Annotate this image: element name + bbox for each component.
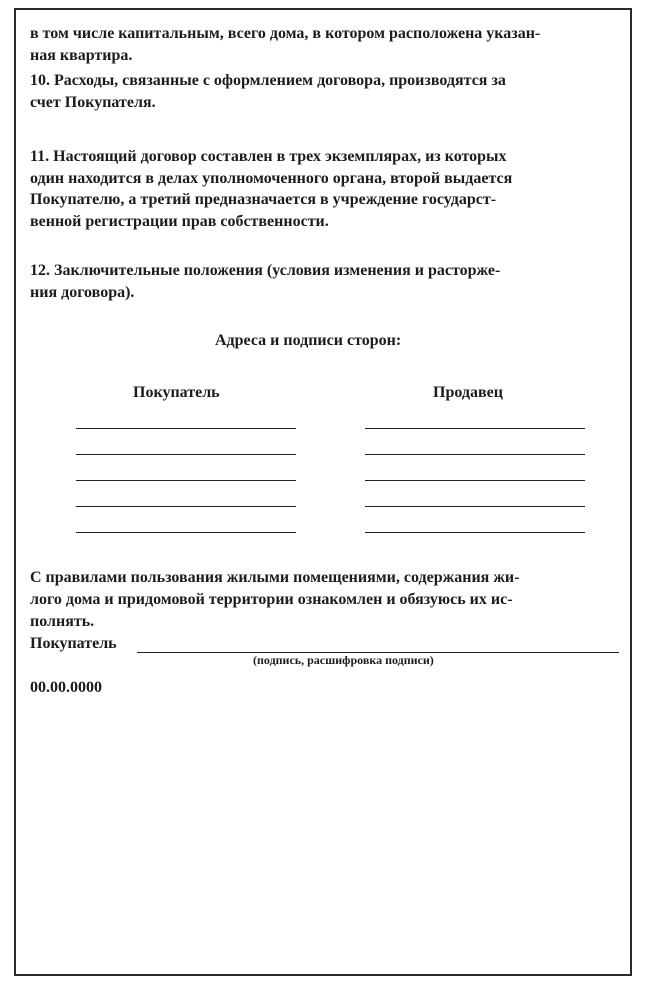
- signatures-heading: Адреса и подписи сторон:: [215, 332, 402, 349]
- clause-9-line-2: ная квартира.: [30, 47, 133, 64]
- clause-11-line-2: один находится в делах уполномоченного органа, второй выдается: [30, 170, 513, 187]
- rules-line-3: полнять.: [30, 613, 95, 630]
- buyer-sign-label: Покупатель: [30, 635, 117, 652]
- rules-line-1: С правилами пользования жилыми помещениями, содержания жи-: [30, 569, 520, 586]
- clause-9-line-1: в том числе капитальным, всего дома, в котором расположена указан-: [30, 25, 541, 42]
- seller-signature-line: [365, 428, 585, 429]
- clause-12-line-1: 12. Заключительные положения (условия изменения и расторже-: [30, 262, 501, 279]
- clause-12-line-2: ния договора).: [30, 284, 135, 301]
- clause-11-line-3: Покупателю, а третий предназначается в учреждение государст-: [30, 191, 497, 208]
- buyer-signature-line: [76, 506, 296, 507]
- buyer-label: Покупатель: [133, 384, 220, 401]
- seller-label: Продавец: [433, 384, 503, 401]
- buyer-signature-line: [76, 454, 296, 455]
- buyer-signature-line: [76, 480, 296, 481]
- document-date: 00.00.0000: [30, 679, 102, 696]
- buyer-signature-line: [76, 428, 296, 429]
- clause-11-line-1: 11. Настоящий договор составлен в трех экземплярах, из которых: [30, 148, 507, 165]
- clause-10-line-2: счет Покупателя.: [30, 94, 156, 111]
- seller-signature-line: [365, 506, 585, 507]
- signature-caption: (подпись, расшифровка подписи): [253, 653, 434, 667]
- clause-10-line-1: 10. Расходы, связанные с оформлением договора, производятся за: [30, 72, 506, 89]
- seller-signature-line: [365, 532, 585, 533]
- rules-line-2: лого дома и придомовой территории ознакомлен и обязуюсь их ис-: [30, 591, 513, 608]
- buyer-signature-line: [76, 532, 296, 533]
- clause-11-line-4: венной регистрации прав собственности.: [30, 213, 329, 230]
- seller-signature-line: [365, 480, 585, 481]
- seller-signature-line: [365, 454, 585, 455]
